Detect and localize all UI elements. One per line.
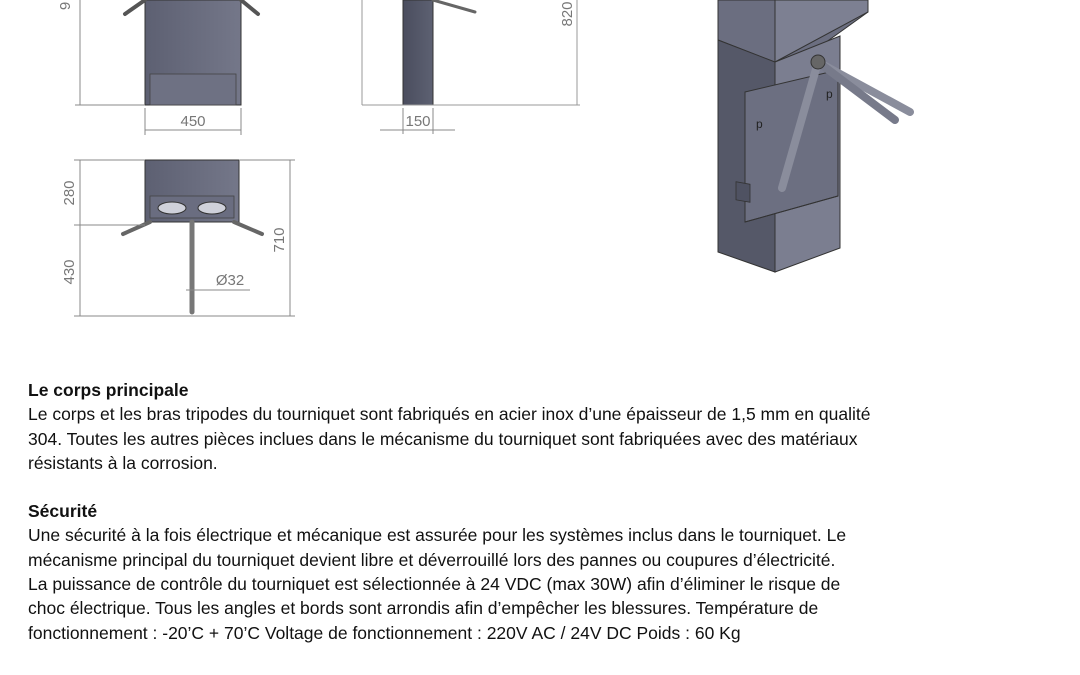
section-securite xyxy=(28,499,1058,645)
paragraph-line: 304. Toutes les autres pièces inclues dans le mécanisme du tourniquet sont fabriquées avec des matériaux xyxy=(28,428,858,449)
paragraph-line: mécanisme principal du tourniquet devient libre et déverrouillé lors des pannes ou coupures d’électricité. xyxy=(28,549,836,570)
paragraph-line: résistants à la corrosion. xyxy=(28,452,218,473)
perspective-view xyxy=(718,0,910,272)
section-corps xyxy=(28,378,1058,475)
description-text xyxy=(28,378,1058,645)
dim-450: 450 xyxy=(180,113,206,130)
screw-mark-left: p xyxy=(756,117,763,131)
dim-710: 710 xyxy=(271,227,288,253)
dim-430: 430 xyxy=(61,259,78,285)
spacer xyxy=(28,475,1058,499)
dim-32: Ø32 xyxy=(215,272,245,289)
paragraph-line: choc électrique. Tous les angles et bords sont arrondis afin d’empêcher les blessures. Température de xyxy=(28,598,819,619)
screw-mark-right: p xyxy=(826,87,833,101)
dim-9: 9 xyxy=(57,1,74,11)
side-view xyxy=(362,0,580,134)
paragraph-line: fonctionnement : -20’C + 70’C Voltage de fonctionnement : 220V AC / 24V DC Poids : 60 Kg xyxy=(28,622,741,643)
paragraph-line: Une sécurité à la fois électrique et mécanique est assurée pour les systèmes inclus dans le tourniquet. Le xyxy=(28,525,847,546)
dim-820: 820 xyxy=(559,1,576,27)
plan-view xyxy=(61,160,295,316)
paragraph-line: Le corps et les bras tripodes du tourniquet sont fabriqués en acier inox d’une épaisseur de 1,5 mm en qualité xyxy=(28,404,871,425)
paragraph-line: La puissance de contrôle du tourniquet est sélectionnée à 24 VDC (max 30W) afin d’éliminer le risque de xyxy=(28,574,841,595)
section-title: Le corps principale xyxy=(28,380,189,400)
dim-150: 150 xyxy=(405,113,431,130)
front-view xyxy=(57,0,258,135)
section-title: Sécurité xyxy=(28,501,98,522)
dim-280: 280 xyxy=(61,180,78,206)
